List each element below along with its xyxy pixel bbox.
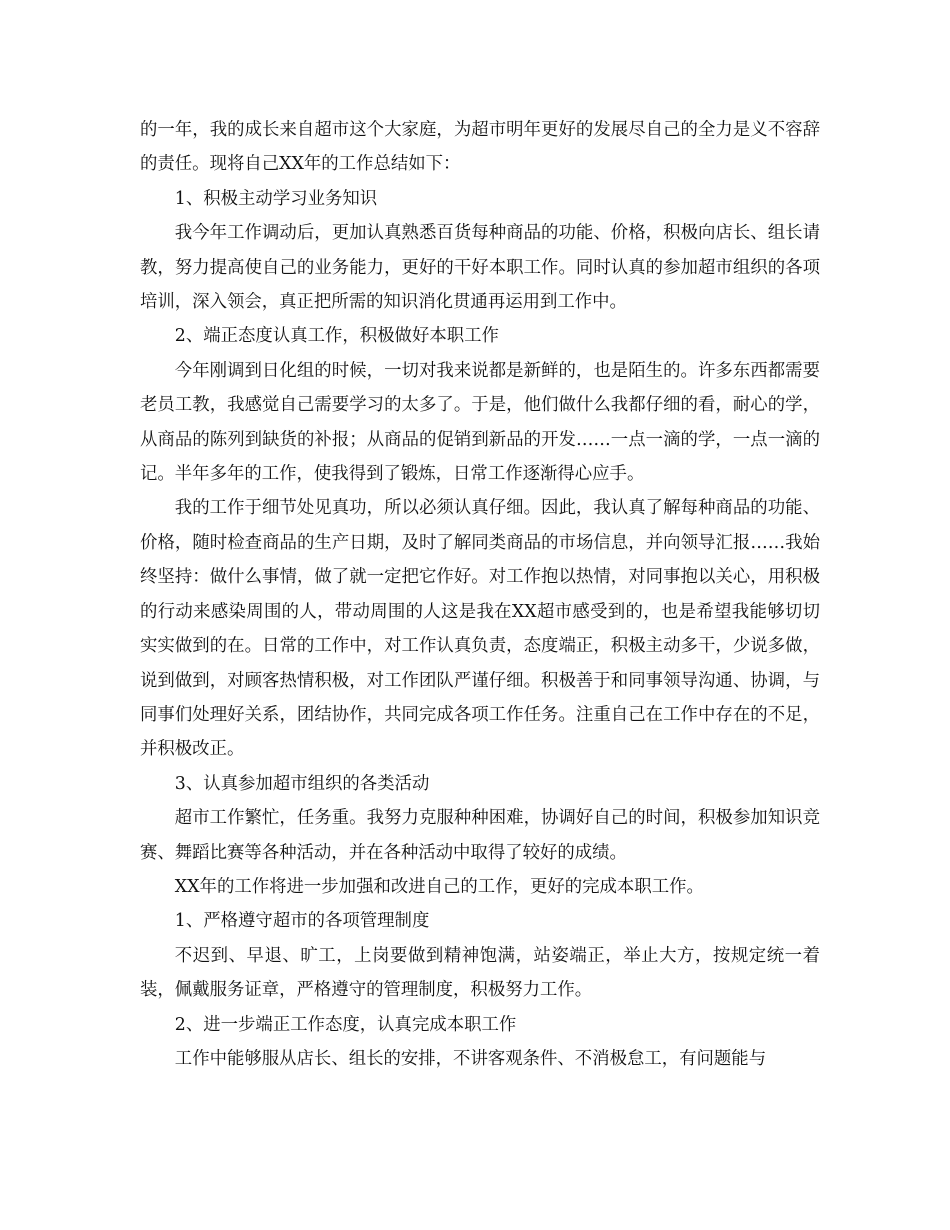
heading-follow-rules: 1、严格遵守超市的各项管理制度	[174, 911, 430, 932]
paragraph-participate-activities: 超市工作繁忙，任务重。我努力克服种种困难，协调好自己的时间，积极参加知识竞赛、舞蹈比赛等各种活动，并在各种活动中取得了较好的成绩。	[140, 808, 820, 863]
paragraph-daily-chemicals-group: 今年刚调到日化组的时候，一切对我来说都是新鲜的，也是陌生的。许多东西都需要老员工教，我感觉自己需要学习的太多了。于是，他们做什么我都仔细的看，耐心的学，从商品的陈列到缺货的补报；从商品的促销到新品的开发……一点一滴的学，一点一滴的记。半年多年的工作，使我得到了锻炼，日常工作逐渐得心应手。	[140, 360, 820, 485]
paragraph-learn-business-knowledge: 我今年工作调动后，更加认真熟悉百货每种商品的功能、价格，积极向店长、组长请教，努力提高使自己的业务能力，更好的干好本职工作。同时认真的参加超市组织的各项培训，深入领会，真正把所需的知识消化贯通再运用到工作中。	[140, 223, 820, 313]
document-body	[140, 113, 820, 1076]
paragraph-obey-arrangements: 工作中能够服从店长、组长的安排，不讲客观条件、不消极怠工，有问题能与	[174, 1048, 767, 1069]
paragraph-next-year-plan: XX年的工作将进一步加强和改进自己的工作，更好的完成本职工作。	[174, 876, 704, 897]
paragraph-attention-to-detail: 我的工作于细节处见真功，所以必须认真仔细。因此，我认真了解每种商品的功能、价格，随时检查商品的生产日期，及时了解同类商品的市场信息，并向领导汇报……我始终坚持：做什么事情，做了就一定把它作好。对工作抱以热情，对同事抱以关心，用积极的行动来感染周围的人，带动周围的人这是我在XX超市感受到的，也是希望我能够切切实实做到的在。日常的工作中，对工作认真负责，态度端正，积极主动多干，少说多做，说到做到，对顾客热情积极，对工作团队严谨仔细。积极善于和同事领导沟通、协调，与同事们处理好关系，团结协作，共同完成各项工作任务。注重自己在工作中存在的不足，并积极改正。	[140, 498, 820, 760]
paragraph-intro-continuation: 的一年，我的成长来自超市这个大家庭，为超市明年更好的发展尽自己的全力是义不容辞的责任。现将自己XX年的工作总结如下：	[140, 120, 820, 175]
paragraph-follow-rules: 不迟到、早退、旷工，上岗要做到精神饱满，站姿端正，举止大方，按规定统一着装，佩戴服务证章，严格遵守的管理制度，积极努力工作。	[140, 945, 820, 1001]
heading-participate-activities: 3、认真参加超市组织的各类活动	[174, 773, 430, 794]
heading-complete-duties: 2、进一步端正工作态度，认真完成本职工作	[174, 1014, 517, 1035]
heading-correct-attitude: 2、端正态度认真工作，积极做好本职工作	[174, 326, 499, 347]
heading-learn-business-knowledge: 1、积极主动学习业务知识	[174, 188, 378, 209]
